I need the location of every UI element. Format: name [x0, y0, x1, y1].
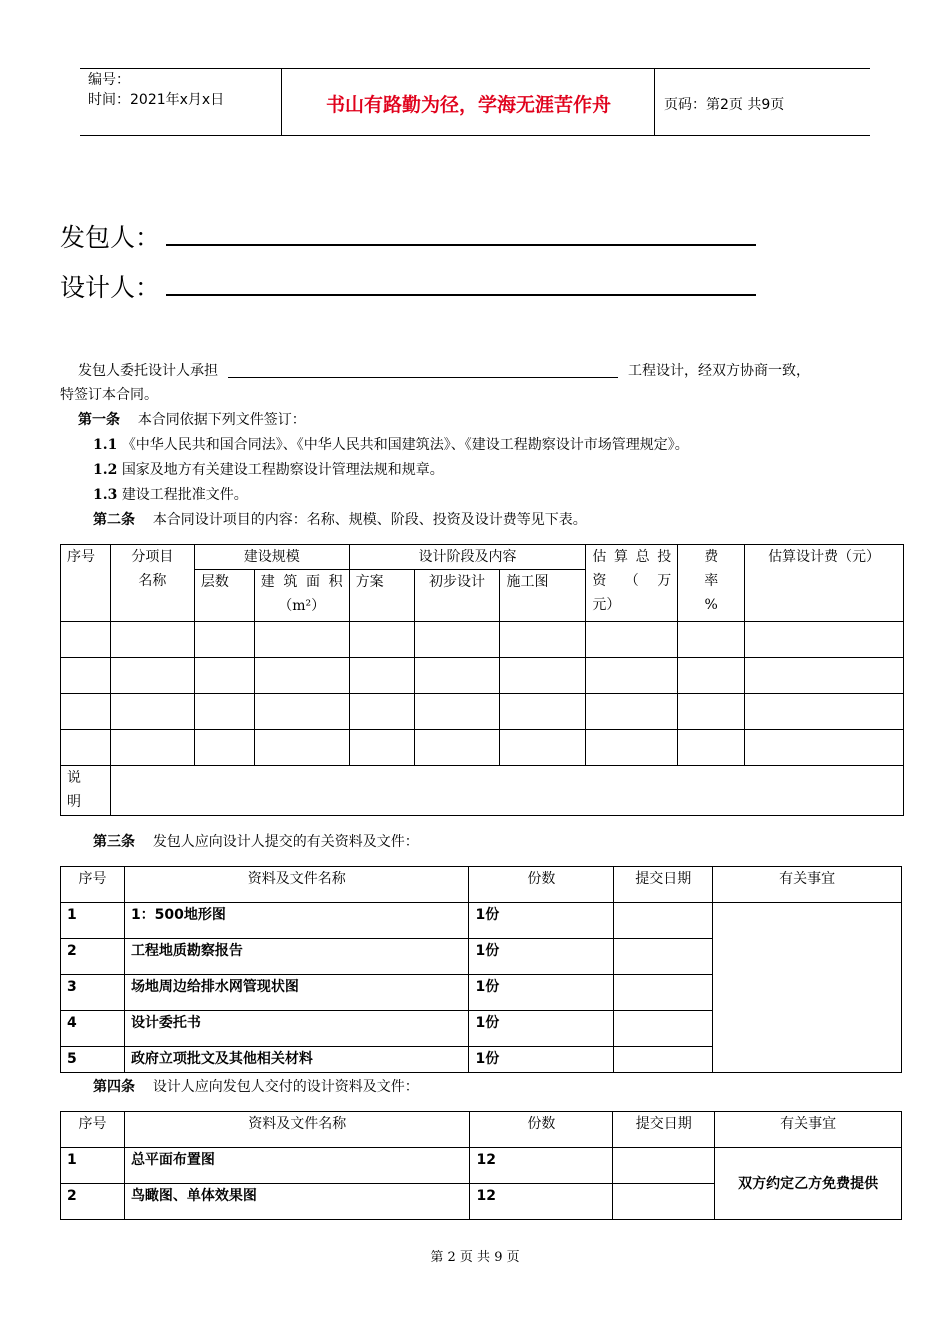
header-number: 编号： — [88, 72, 130, 88]
project-table — [60, 544, 904, 816]
th-seq: 序号 — [61, 1112, 125, 1148]
row-name: 工程地质勘察报告 — [124, 939, 469, 975]
row-copies: 12 — [470, 1184, 613, 1220]
th-rate: 费 率 % — [678, 545, 745, 622]
table-row — [61, 903, 902, 939]
article1-item-3 — [93, 483, 248, 507]
th-copies: 份数 — [469, 867, 614, 903]
note-content[interactable] — [110, 766, 903, 816]
article4-heading — [93, 1075, 419, 1099]
th-doc-name: 资料及文件名称 — [124, 1112, 470, 1148]
row-name: 总平面布置图 — [124, 1148, 470, 1184]
th-seq: 序号 — [61, 545, 111, 622]
th-remarks: 有关事宜 — [713, 867, 902, 903]
article3-heading — [93, 830, 419, 854]
designer-documents-table — [60, 1111, 902, 1220]
row-date[interactable] — [614, 939, 713, 975]
row-name: 设计委托书 — [124, 1011, 469, 1047]
row-seq: 2 — [61, 939, 125, 975]
th-floors: 层数 — [194, 570, 254, 622]
row-date[interactable] — [614, 975, 713, 1011]
row-date[interactable] — [613, 1184, 715, 1220]
th-stage: 设计阶段及内容 — [349, 545, 586, 570]
article4-text: 设计人应向发包人交付的设计资料及文件： — [152, 1079, 419, 1095]
row-seq: 1 — [61, 903, 125, 939]
article2-heading — [93, 508, 587, 532]
table-row — [61, 694, 904, 730]
header-top-rule — [80, 68, 870, 69]
page-footer: 第 2 页 共 9 页 — [430, 1250, 520, 1265]
row-seq: 4 — [61, 1011, 125, 1047]
header-divider-1 — [281, 68, 282, 136]
intro-line2: 特签订本合同。 — [60, 387, 158, 403]
employer-label: 发包人： — [60, 223, 161, 252]
th-copies: 份数 — [470, 1112, 613, 1148]
intro-post: 工程设计，经双方协商一致， — [628, 363, 810, 379]
article2-title: 第二条 — [93, 512, 135, 528]
item-num: 1.1 — [93, 437, 118, 453]
row-copies: 12 — [470, 1148, 613, 1184]
row-seq: 1 — [61, 1148, 125, 1184]
row-copies: 1份 — [469, 939, 614, 975]
th-fee: 估算设计费（元） — [745, 545, 904, 622]
article1-item-1 — [93, 433, 689, 457]
designer-signature-line[interactable] — [166, 294, 756, 296]
header-bottom-rule — [80, 135, 870, 136]
item-num: 1.3 — [93, 487, 118, 503]
article2-text: 本合同设计项目的内容：名称、规模、阶段、投资及设计费等见下表。 — [152, 512, 587, 528]
header-date: 时间：2021年x月x日 — [88, 92, 225, 108]
th-doc-name: 资料及文件名称 — [124, 867, 469, 903]
item-text: 国家及地方有关建设工程勘察设计管理法规和规章。 — [121, 462, 444, 478]
th-scheme: 方案 — [349, 570, 414, 622]
header-left — [88, 70, 224, 110]
row-seq: 5 — [61, 1047, 125, 1073]
row-copies: 1份 — [469, 975, 614, 1011]
row-date[interactable] — [614, 903, 713, 939]
row-date[interactable] — [614, 1011, 713, 1047]
intro-line1 — [78, 359, 810, 383]
th-remarks: 有关事宜 — [715, 1112, 902, 1148]
th-prelim: 初步设计 — [414, 570, 500, 622]
th-invest: 估算总投 资（万 元） — [586, 545, 678, 622]
header-divider-2 — [654, 68, 655, 136]
th-construct: 施工图 — [500, 570, 586, 622]
article3-title: 第三条 — [93, 834, 135, 850]
table-row — [61, 1148, 902, 1184]
item-num: 1.2 — [93, 462, 118, 478]
article3-text: 发包人应向设计人提交的有关资料及文件： — [152, 834, 419, 850]
employer-signature-line[interactable] — [166, 244, 756, 246]
project-name-blank[interactable] — [228, 361, 618, 378]
remarks-cell[interactable] — [713, 903, 902, 1073]
header-page-code: 页码：第2页 共9页 — [664, 97, 785, 113]
article1-title: 第一条 — [78, 412, 120, 428]
row-copies: 1份 — [469, 903, 614, 939]
th-submit-date: 提交日期 — [614, 867, 713, 903]
th-seq: 序号 — [61, 867, 125, 903]
row-seq: 2 — [61, 1184, 125, 1220]
note-label: 说 明 — [61, 766, 111, 816]
item-text: 建设工程批准文件。 — [121, 487, 248, 503]
row-date[interactable] — [614, 1047, 713, 1073]
remarks-cell: 双方约定乙方免费提供 — [715, 1148, 902, 1220]
table-row — [61, 658, 904, 694]
th-area: 建筑面积 （m²） — [254, 570, 349, 622]
row-copies: 1份 — [469, 1011, 614, 1047]
article1-heading — [78, 408, 306, 432]
row-name: 场地周边给排水网管现状图 — [124, 975, 469, 1011]
row-name: 鸟瞰图、单体效果图 — [124, 1184, 470, 1220]
article1-text: 本合同依据下列文件签订： — [137, 412, 306, 428]
row-date[interactable] — [613, 1148, 715, 1184]
table-row — [61, 622, 904, 658]
row-name: 1：500地形图 — [124, 903, 469, 939]
th-scale: 建设规模 — [194, 545, 349, 570]
row-name: 政府立项批文及其他相关材料 — [124, 1047, 469, 1073]
th-submit-date: 提交日期 — [613, 1112, 715, 1148]
client-documents-table — [60, 866, 902, 1073]
intro-pre: 发包人委托设计人承担 — [78, 363, 218, 379]
article4-title: 第四条 — [93, 1079, 135, 1095]
item-text: 《中华人民共和国合同法》、《中华人民共和国建筑法》、《建设工程勘察设计市场管理规定》。 — [121, 437, 689, 453]
row-seq: 3 — [61, 975, 125, 1011]
designer-label: 设计人： — [60, 273, 161, 302]
table-row — [61, 730, 904, 766]
row-copies: 1份 — [469, 1047, 614, 1073]
article1-item-2 — [93, 458, 444, 482]
th-item: 分项目 名称 — [110, 545, 194, 622]
header-motto: 书山有路勤为径，学海无涯苦作舟 — [325, 94, 611, 116]
